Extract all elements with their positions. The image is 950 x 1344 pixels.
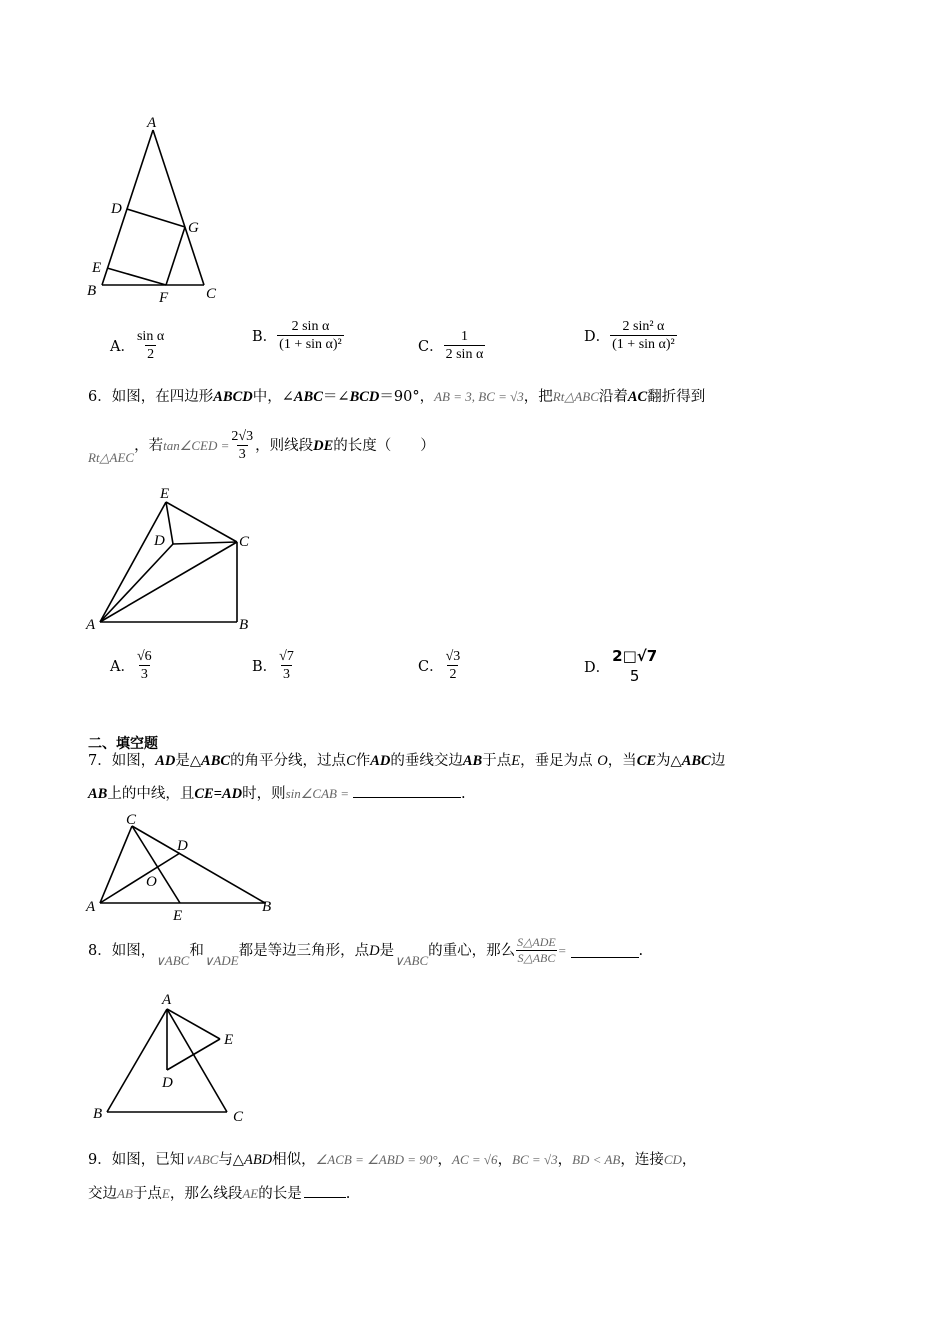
label-e: E: [224, 1032, 234, 1048]
segment-ac: [167, 1009, 227, 1112]
q8-line: 8．如图， ∨ABC 和 ∨ADE 都是等边三角形，点 D 是 ∨ABC 的重心，那么 $\frac{\text{S△ADE}}{\text{S△ABC}}$ = .: [88, 935, 644, 968]
figure-q6: [80, 482, 270, 634]
label-d: D: [111, 201, 122, 217]
q6-option-b: B． $\frac{√7}{3}$: [252, 649, 294, 682]
segment-ab: [107, 1009, 167, 1112]
label-g: G: [188, 220, 199, 236]
label-e: E: [92, 260, 102, 276]
segment-ec: [166, 502, 237, 542]
q6-line2: Rt△AEC ，若 tan∠CED = $\frac{2√3}{3}$ ，则线段 DE 的长度（ ）: [88, 429, 435, 465]
segment-dc: [173, 542, 237, 544]
segment-ac: [100, 542, 237, 622]
label-a: A: [147, 115, 157, 131]
segment-ac: [100, 826, 132, 903]
answer-blank[interactable]: [571, 943, 639, 958]
label-b: B: [262, 899, 272, 915]
q5-option-a: A． $\frac{\text{sin α}}{2}$: [110, 329, 165, 362]
label-c: C: [233, 1109, 244, 1123]
label-f: F: [159, 290, 169, 306]
q6-option-c: C． $\frac{√3}{2}$: [418, 649, 461, 682]
label-a: A: [162, 992, 172, 1008]
q6-option-a: A． $\frac{√6}{3}$: [110, 649, 152, 682]
q5-option-d: D． $\frac{\text{2 sin² α}}{\text{(1 + sin α)²}}$: [584, 319, 675, 352]
label-b: B: [239, 617, 249, 633]
segment-ab: [102, 130, 153, 285]
q9-line1: 9．如图，已知∨ABC与△ABD相似，∠ACB = ∠ABD = 90°，AC = √6，BC = √3，BD < AB，连接CD，: [88, 1152, 697, 1168]
label-d: D: [154, 533, 165, 549]
label-e: E: [173, 908, 183, 923]
figure-q8: [85, 988, 255, 1123]
answer-blank[interactable]: [353, 783, 461, 798]
segment-ce: [132, 826, 180, 903]
label-b: B: [87, 283, 97, 299]
answer-blank[interactable]: [304, 1183, 346, 1198]
segment-fe: [107, 268, 166, 285]
section-heading: 二、填空题: [88, 736, 158, 752]
label-b: B: [93, 1106, 103, 1122]
segment-cb: [132, 826, 265, 903]
q7-line2: AB上的中线，且CE=AD时，则sin∠CAB = .: [88, 783, 466, 804]
label-a: A: [86, 899, 96, 915]
q5-option-b: B． $\frac{\text{2 sin α}}{\text{(1 + sin α)²}}$: [252, 319, 342, 352]
label-o: O: [146, 874, 157, 890]
segment-ad: [100, 853, 180, 903]
label-d: D: [162, 1075, 173, 1091]
label-c: C: [239, 534, 250, 550]
segment-ed: [166, 502, 173, 544]
segment-gf: [166, 227, 185, 285]
q6-line1: 6．如图，在四边形ABCD中，∠ABC＝∠BCD＝90°，AB = 3, BC = √3，把Rt△ABC沿着AC翻折得到: [88, 389, 706, 405]
figure-q7: [80, 808, 280, 923]
segment-de: [167, 1039, 220, 1070]
label-c: C: [126, 812, 137, 828]
label-c: C: [206, 286, 217, 302]
label-d: D: [177, 838, 188, 854]
label-e: E: [160, 486, 170, 502]
segment-dg: [127, 209, 185, 227]
figure-q5: [80, 110, 230, 310]
q6-option-d: D． 2□√7 5: [584, 647, 658, 685]
q5-option-c: C． $\frac{1}{\text{2 sin α}}$: [418, 329, 484, 362]
segment-ac: [153, 130, 204, 285]
label-a: A: [86, 617, 96, 633]
q7-line1: 7．如图，AD是△ABC的角平分线，过点C作AD的垂线交边AB于点E，垂足为点 O，当CE为△ABC边: [88, 753, 726, 769]
q9-line2: 交边AB于点E，那么线段AE的长是 .: [88, 1183, 350, 1204]
